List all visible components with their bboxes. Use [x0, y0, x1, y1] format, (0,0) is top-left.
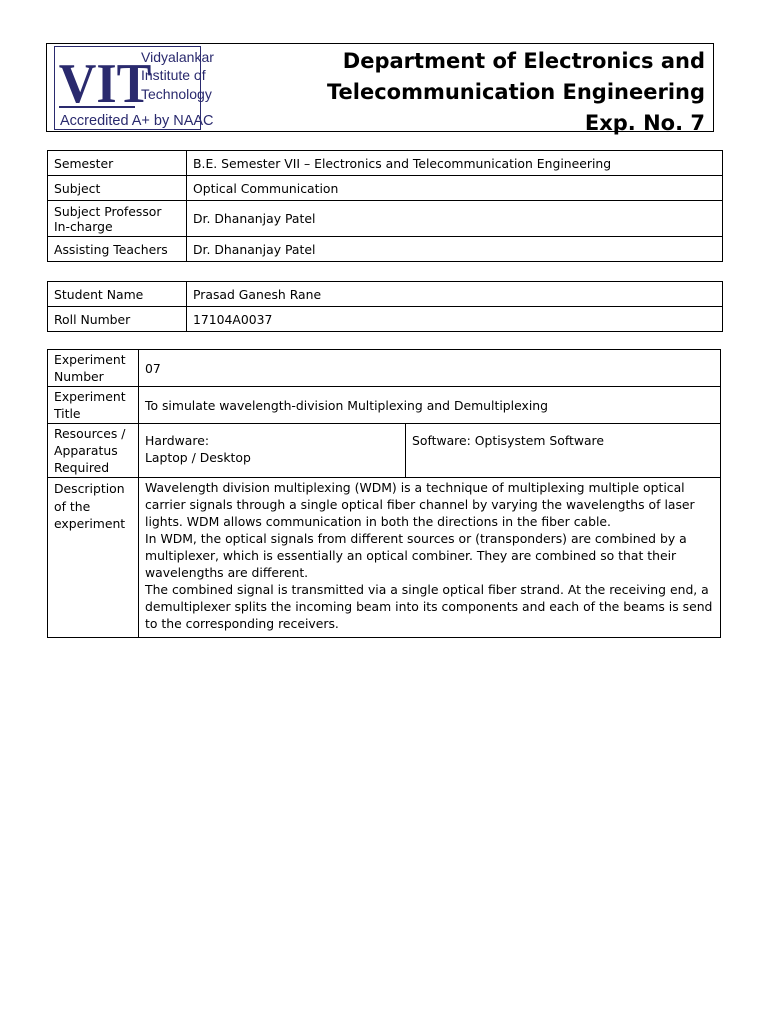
label-line: Title — [54, 406, 81, 421]
label-line: Resources / — [54, 426, 126, 441]
semester-label: Semester — [48, 151, 187, 176]
table-row — [48, 201, 723, 237]
vit-logo-graphic — [55, 47, 214, 131]
title-line-2: Telecommunication Engineering — [327, 80, 705, 104]
experiment-title-label — [48, 387, 139, 424]
assisting-value: Dr. Dhananjay Patel — [187, 237, 723, 262]
label-line: Experiment — [54, 352, 126, 367]
table-row — [48, 424, 721, 478]
table-row — [48, 350, 721, 387]
description-paragraph-1: Wavelength division multiplexing (WDM) is a technique of multiplexing multiple optical carrier signals through a single optical fiber channel by varying the wavelengths of laser lights. WDM allows communication in both the directions in the fiber cable. — [145, 480, 695, 529]
description-paragraph-2: In WDM, the optical signals from different sources or (transponders) are combined by a multiplexer, which is essentially an optical combiner. They are combined so that their wavelengths are different. — [145, 531, 687, 580]
professor-label — [48, 201, 187, 237]
logo-name-line1: Vidyalankar — [141, 49, 214, 65]
label-line: Number — [54, 369, 104, 384]
semester-value: B.E. Semester VII – Electronics and Telecommunication Engineering — [187, 151, 723, 176]
description-label — [48, 478, 139, 638]
institute-logo — [54, 46, 214, 130]
hardware-value: Laptop / Desktop — [145, 450, 251, 465]
subject-label: Subject — [48, 176, 187, 201]
label-line: of the — [54, 498, 91, 514]
logo-name-line2: Institute of — [141, 67, 206, 83]
roll-number-value: 17104A0037 — [187, 307, 723, 332]
label-line: experiment — [54, 516, 126, 532]
student-info-table — [47, 281, 723, 332]
subject-value: Optical Communication — [187, 176, 723, 201]
table-row — [48, 176, 723, 201]
table-row — [48, 478, 721, 638]
experiment-number-value: 07 — [139, 350, 721, 387]
hardware-label: Hardware: — [145, 433, 209, 448]
student-name-label: Student Name — [48, 282, 187, 307]
software-cell: Software: Optisystem Software — [406, 424, 721, 478]
professor-label-line2: In-charge — [54, 218, 113, 234]
assisting-label: Assisting Teachers — [48, 237, 187, 262]
logo-name-line3: Technology — [141, 86, 212, 102]
logo-letters: VIT — [58, 52, 152, 115]
page-header — [46, 43, 714, 135]
label-line: Required — [54, 460, 110, 475]
roll-number-label: Roll Number — [48, 307, 187, 332]
table-row — [48, 282, 723, 307]
department-title — [327, 46, 705, 139]
description-paragraph-3: The combined signal is transmitted via a single optical fiber strand. At the receiving end, a demultiplexer splits the incoming beam into its components and each of the beams is send to the corresponding receivers. — [145, 582, 713, 631]
logo-accreditation: Accredited A+ by NAAC — [60, 113, 214, 129]
table-row — [48, 387, 721, 424]
professor-label-line1: Subject Professor — [54, 203, 162, 219]
table-row — [48, 151, 723, 176]
table-row — [48, 307, 723, 332]
experiment-table — [47, 349, 721, 638]
experiment-number-title: Exp. No. 7 — [584, 111, 705, 135]
label-line: Apparatus — [54, 443, 118, 458]
label-line: Description — [54, 481, 125, 496]
label-line: Experiment — [54, 389, 126, 404]
experiment-number-label — [48, 350, 139, 387]
title-line-1: Department of Electronics and — [342, 49, 705, 73]
description-text — [139, 478, 721, 638]
table-row — [48, 237, 723, 262]
experiment-title-value: To simulate wavelength-division Multiplexing and Demultiplexing — [139, 387, 721, 424]
course-info-table — [47, 150, 723, 262]
resources-label — [48, 424, 139, 478]
student-name-value: Prasad Ganesh Rane — [187, 282, 723, 307]
hardware-cell — [139, 424, 406, 478]
professor-value: Dr. Dhananjay Patel — [187, 201, 723, 237]
